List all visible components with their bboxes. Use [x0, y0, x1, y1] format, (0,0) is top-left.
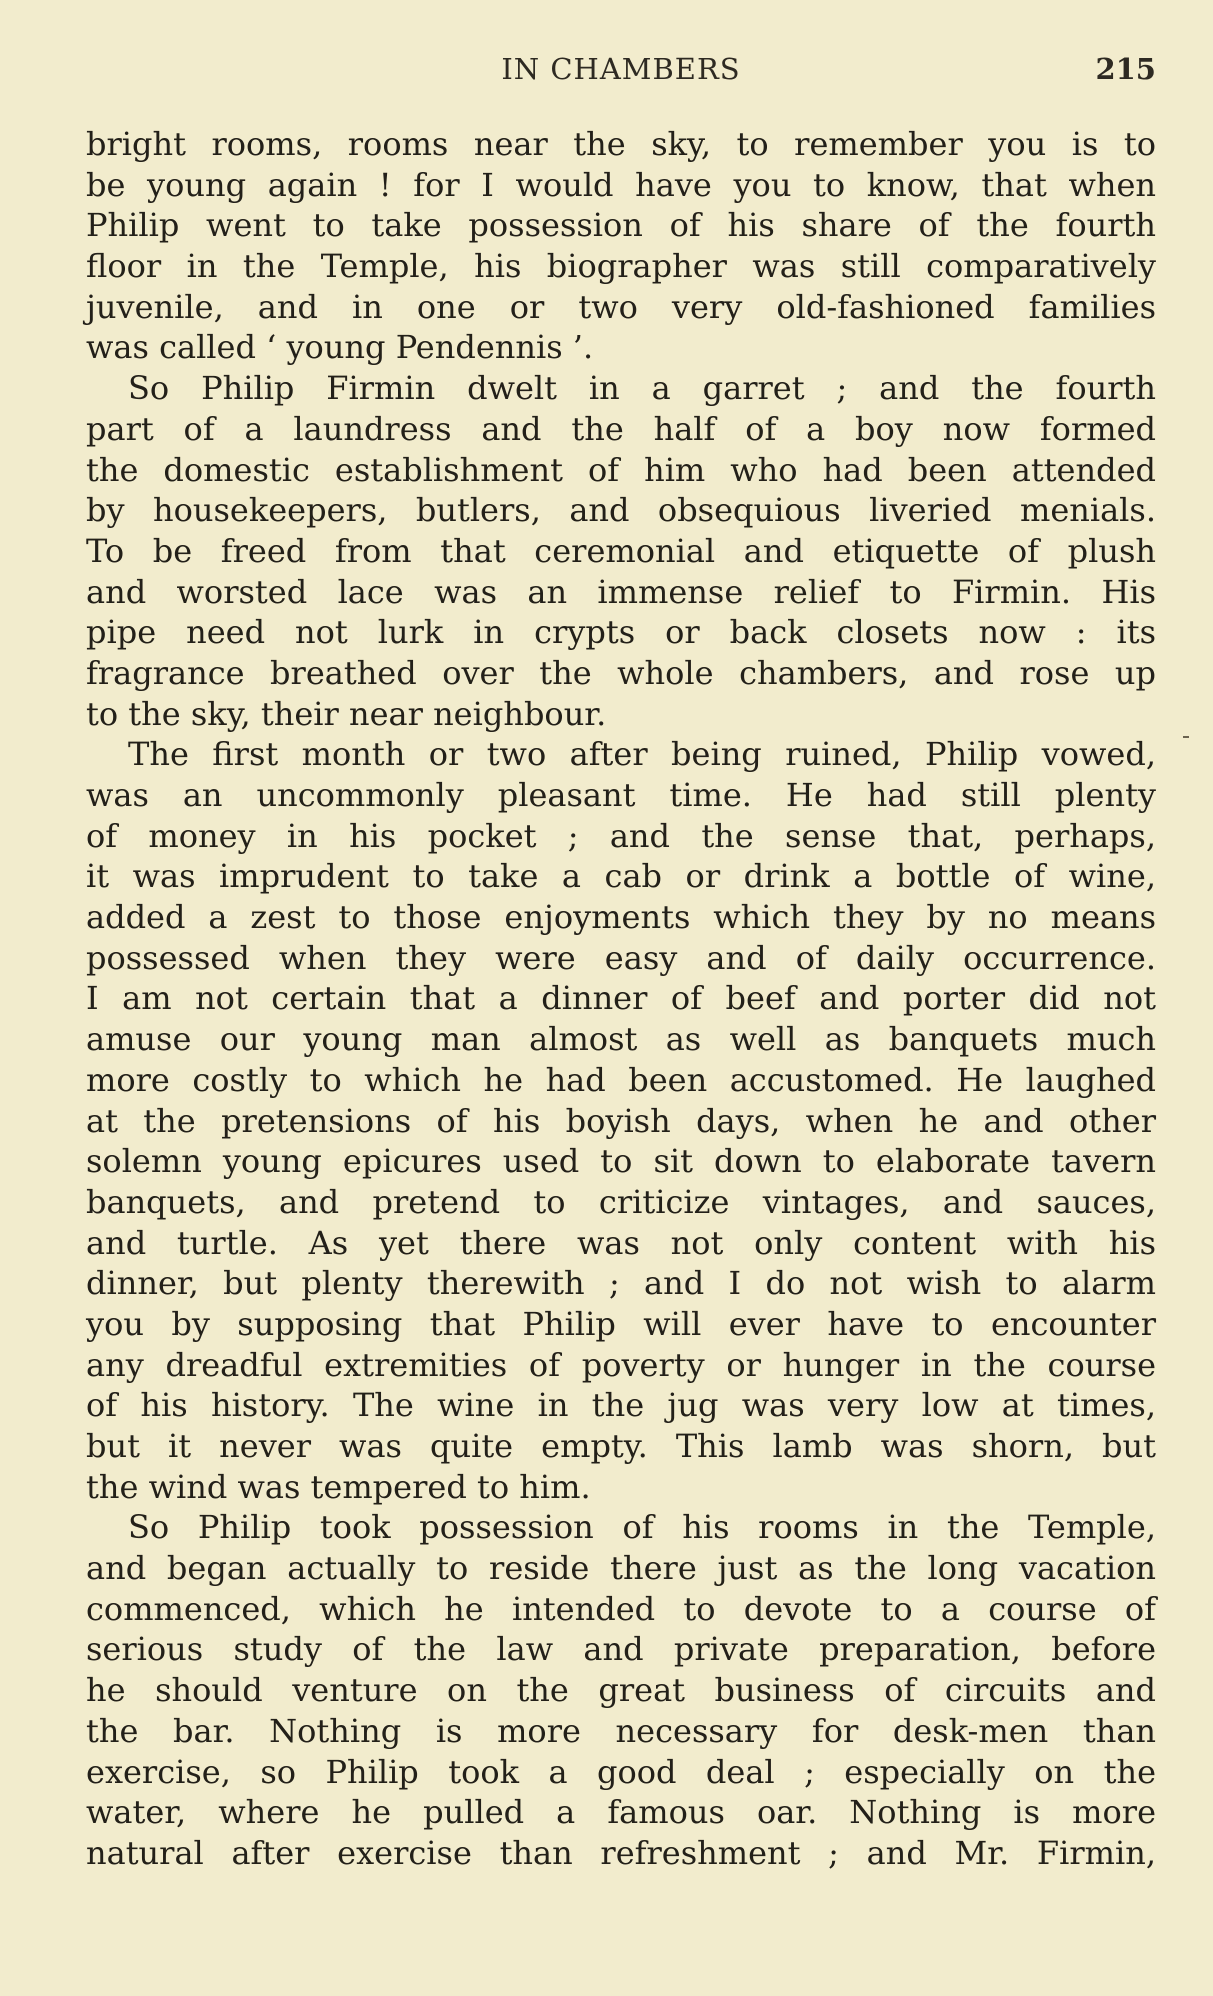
running-title: IN CHAMBERS — [501, 52, 741, 86]
text-line: at the pretensions of his boyish days, when he and other — [86, 1101, 1156, 1140]
text-line: any dreadful extremities of poverty or hunger in the course — [86, 1345, 1156, 1384]
paragraph — [86, 124, 1156, 368]
text-line: he should venture on the great business of circuits and — [86, 1671, 1156, 1710]
text-line: be young again ! for I would have you to know, that when — [86, 165, 1156, 204]
text-body — [86, 124, 1156, 1874]
text-line: banquets, and pretend to criticize vintages, and sauces, — [86, 1182, 1156, 1221]
margin-mark — [1183, 736, 1189, 738]
text-line: possessed when they were easy and of daily occurrence. — [86, 938, 1156, 977]
text-line: I am not certain that a dinner of beef and porter did not — [86, 979, 1156, 1018]
paragraph — [86, 734, 1156, 1507]
text-line: and began actually to reside there just as the long vacation — [86, 1549, 1156, 1588]
text-line: dinner, but plenty therewith ; and I do not wish to alarm — [86, 1264, 1156, 1303]
page-number: 215 — [1095, 52, 1156, 86]
text-line: of his history. The wine in the jug was very low at times, — [86, 1386, 1156, 1425]
text-line: more costly to which he had been accustomed. He laughed — [86, 1060, 1156, 1099]
text-line: serious study of the law and private preparation, before — [86, 1630, 1156, 1669]
text-line: pipe need not lurk in crypts or back closets now : its — [86, 613, 1156, 652]
text-line: natural after exercise than refreshment ; and Mr. Firmin, — [86, 1833, 1156, 1872]
text-line: solemn young epicures used to sit down to elaborate tavern — [86, 1142, 1156, 1181]
text-line: part of a laundress and the half of a boy now formed — [86, 409, 1156, 448]
text-line: floor in the Temple, his biographer was still comparatively — [86, 247, 1156, 286]
text-line: by housekeepers, butlers, and obsequious liveried menials. — [86, 491, 1156, 530]
text-line: was an uncommonly pleasant time. He had still plenty — [86, 776, 1156, 814]
paragraph — [86, 1507, 1156, 1873]
text-line: the domestic establishment of him who had been attended — [86, 450, 1156, 489]
text-line: the wind was tempered to him. — [86, 1467, 591, 1506]
text-line: Philip went to take possession of his share of the fourth — [86, 206, 1156, 245]
text-line: you by supposing that Philip will ever have to encounter — [86, 1304, 1156, 1343]
text-line: of money in his pocket ; and the sense that, perhaps, — [86, 816, 1156, 855]
text-line: it was imprudent to take a cab or drink a bottle of wine, — [86, 857, 1156, 896]
text-line: amuse our young man almost as well as banquets much — [86, 1020, 1156, 1059]
text-line: the bar. Nothing is more necessary for desk-men than — [86, 1711, 1156, 1750]
text-line: To be freed from that ceremonial and etiquette of plush — [86, 531, 1156, 570]
text-line: The first month or two after being ruined, Philip vowed, — [128, 735, 1156, 774]
text-line: So Philip took possession of his rooms in the Temple, — [128, 1508, 1156, 1547]
text-line: juvenile, and in one or two very old-fashioned families — [86, 287, 1156, 326]
text-line: but it never was quite empty. This lamb was shorn, but — [86, 1427, 1156, 1465]
paragraph — [86, 368, 1156, 734]
text-line: commenced, which he intended to devote to a course of — [86, 1589, 1156, 1628]
text-line: fragrance breathed over the whole chambers, and rose up — [86, 653, 1156, 692]
text-line: exercise, so Philip took a good deal ; especially on the — [86, 1752, 1156, 1791]
text-line: and worsted lace was an immense relief to Firmin. His — [86, 572, 1156, 611]
text-line: added a zest to those enjoyments which they by no means — [86, 898, 1156, 937]
text-line: to the sky, their near neighbour. — [86, 694, 607, 733]
text-line: and turtle. As yet there was not only content with his — [86, 1223, 1156, 1262]
running-head — [86, 52, 1156, 102]
text-line: So Philip Firmin dwelt in a garret ; and the fourth — [128, 369, 1156, 408]
text-line: water, where he pulled a famous oar. Nothing is more — [86, 1793, 1156, 1832]
text-line: bright rooms, rooms near the sky, to remember you is to — [86, 125, 1156, 163]
text-line: was called ‘ young Pendennis ’. — [86, 328, 594, 367]
